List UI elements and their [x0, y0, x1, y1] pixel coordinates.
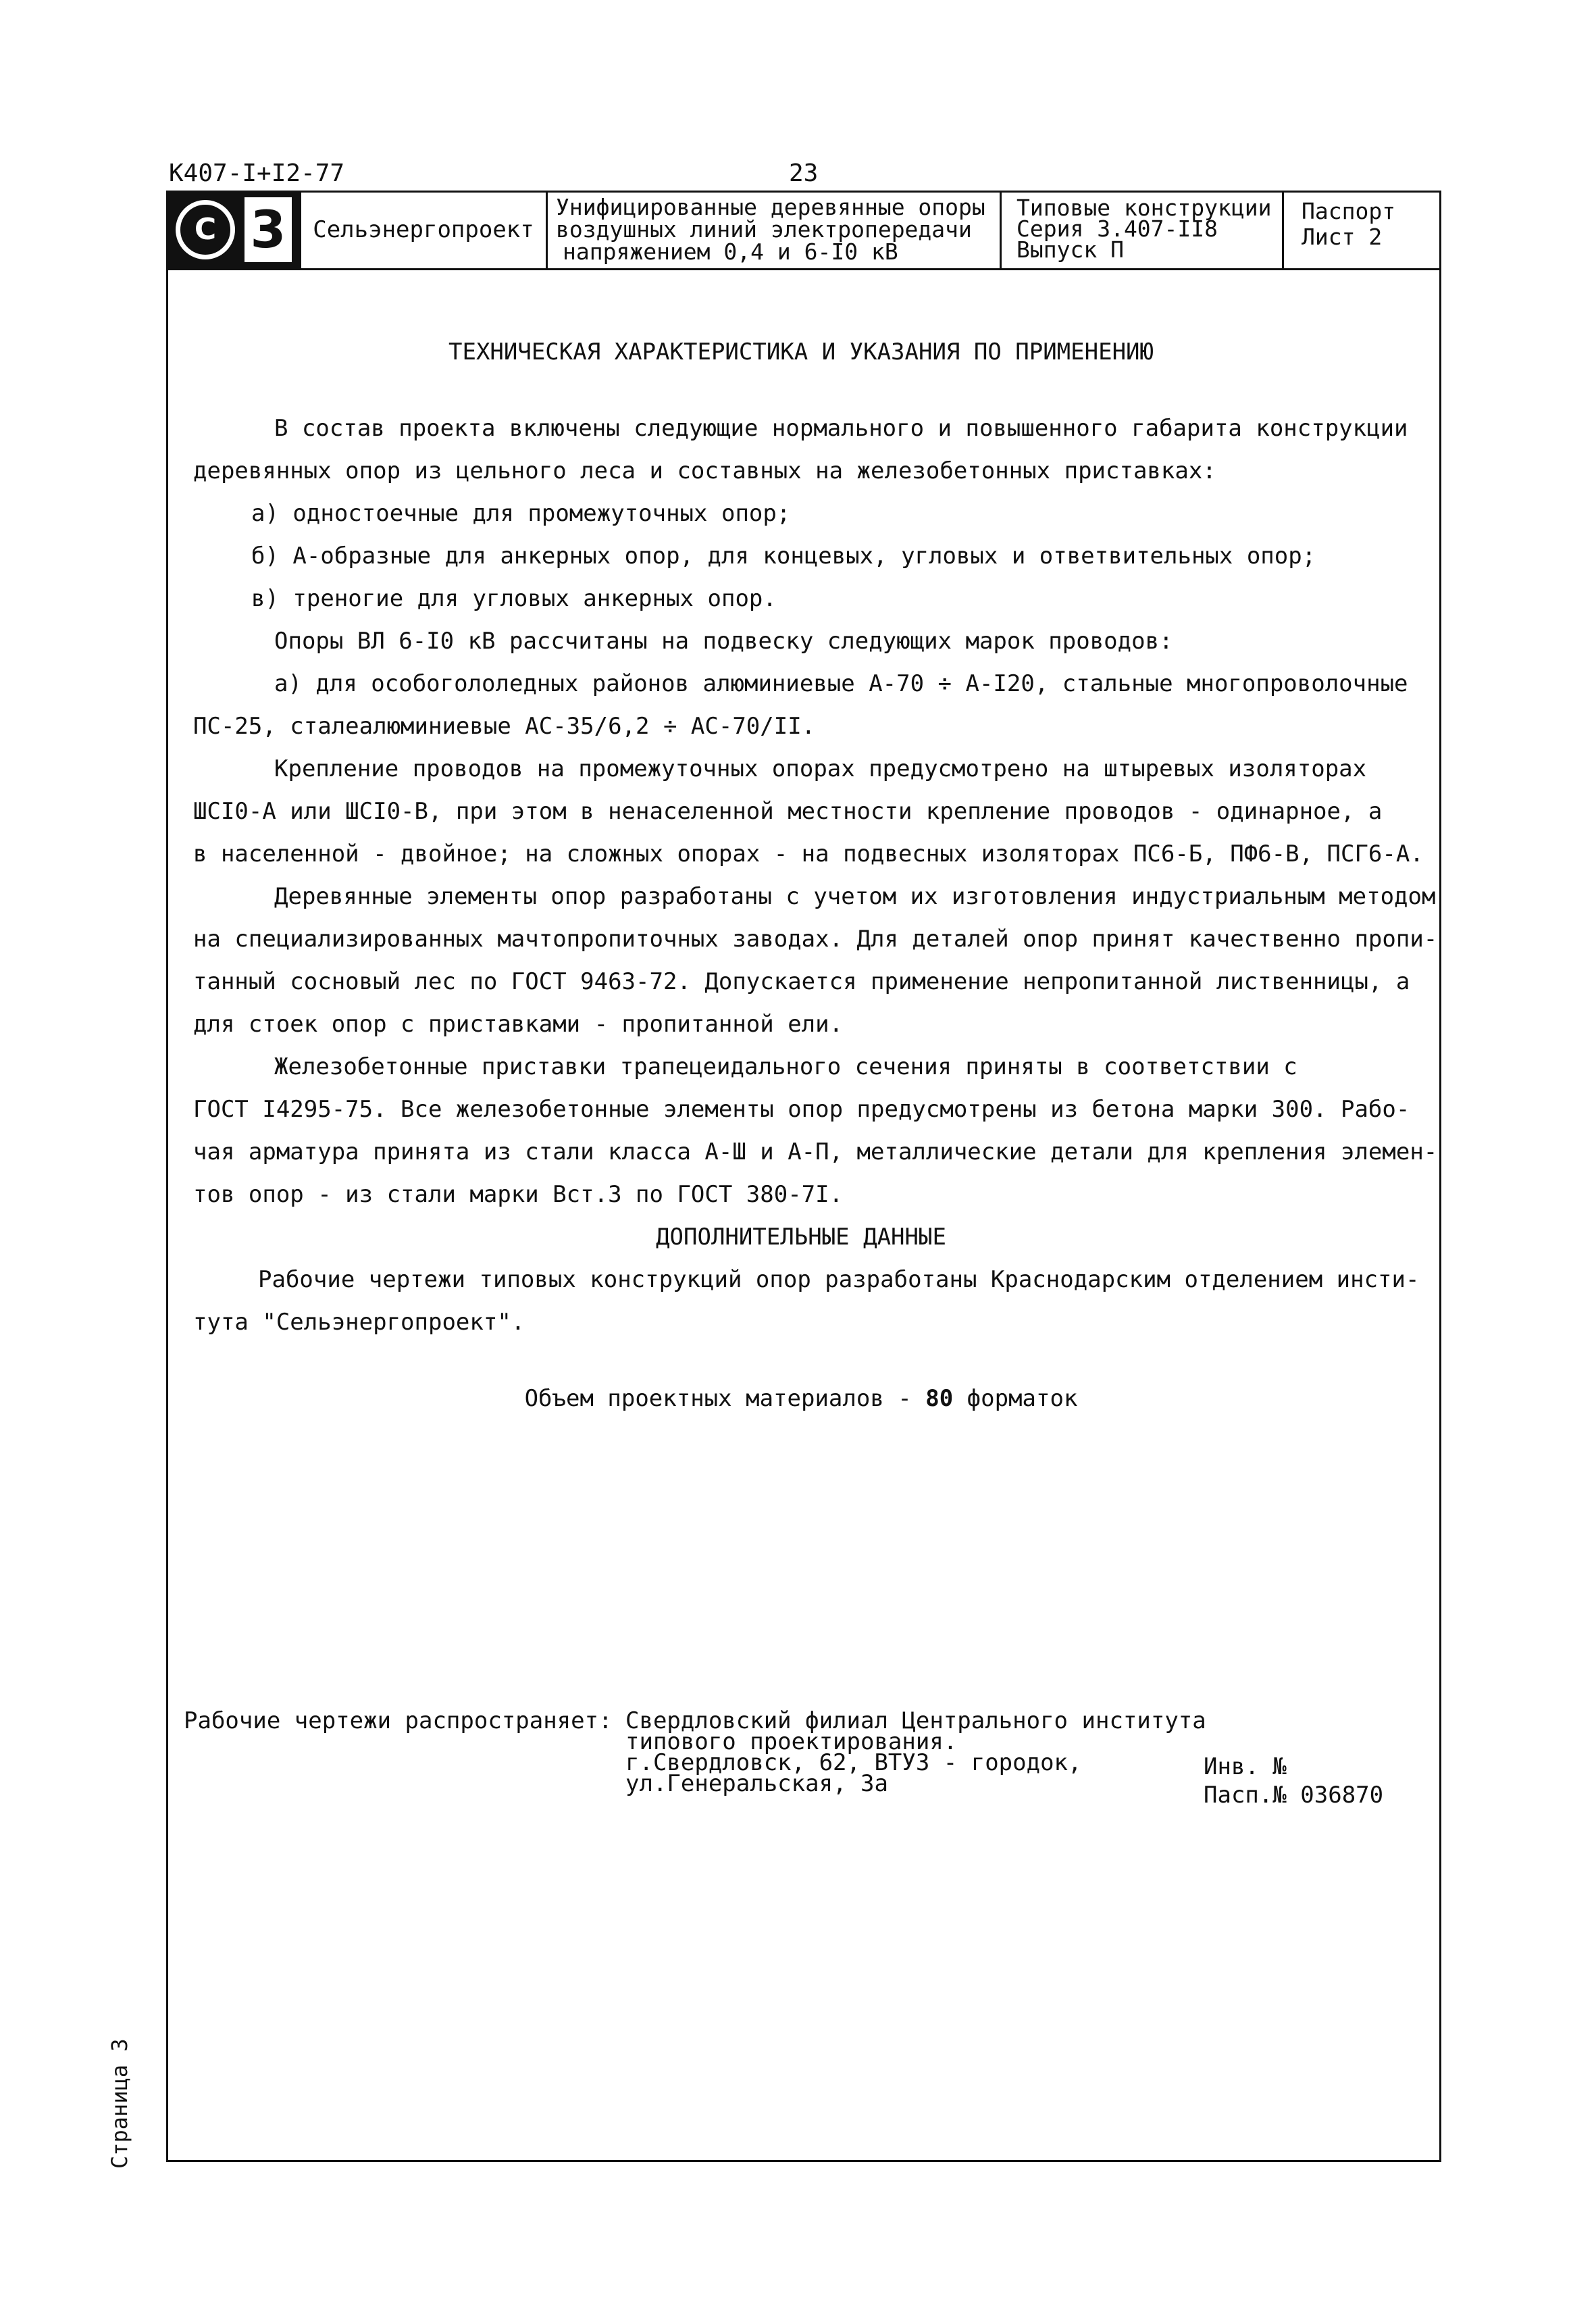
logo-circle — [176, 200, 235, 259]
text-line: Деревянные элементы опор разработаны с учетом их изготовления индустриальным методом — [274, 883, 1436, 910]
section-heading: ТЕХНИЧЕСКАЯ ХАРАКТЕРИСТИКА И УКАЗАНИЯ ПО ПРИМЕНЕНИЮ — [448, 338, 1154, 366]
series-line: Типовые конструкции — [1016, 195, 1272, 221]
logo-letter: С — [194, 212, 217, 247]
series-line: Выпуск П — [1016, 236, 1124, 263]
volume-line — [193, 1378, 1409, 1420]
series-info — [1002, 191, 1284, 268]
organization-logo — [166, 191, 301, 268]
document-body — [193, 331, 1438, 1420]
text-line: Опоры ВЛ 6-I0 кВ рассчитаны на подвеску следующих марок проводов: — [274, 628, 1173, 655]
volume-unit: форматок — [967, 1385, 1078, 1412]
document-code: К407-I+I2-77 — [169, 159, 345, 187]
text-line: б) А-образные для анкерных опор, для концевых, угловых и ответвительных опор; — [251, 543, 1316, 570]
passport-line: Паспорт — [1302, 198, 1396, 224]
passport-line: Лист 2 — [1302, 224, 1383, 250]
section-subheading: ДОПОЛНИТЕЛЬНЫЕ ДАННЫЕ — [656, 1224, 946, 1251]
text-line: Крепление проводов на промежуточных опорах предусмотрено на штыревых изоляторах — [274, 755, 1367, 782]
inventory-number: Инв. № — [1204, 1753, 1287, 1780]
page-number: 23 — [789, 159, 819, 187]
title-block — [166, 191, 1441, 270]
address-line: типового проектирования. — [625, 1728, 958, 1755]
distributor-label: Рабочие чертежи распространяет: — [184, 1707, 613, 1734]
text-line: а) для особогололедных районов алюминиевые А-70 ÷ А-I20, стальные многопроволочные — [274, 670, 1408, 697]
text-line: Рабочие чертежи типовых конструкций опор разработаны Краснодарским отделением инсти- — [258, 1266, 1420, 1293]
volume-value: 80 — [925, 1385, 954, 1412]
side-page-label: Страница 3 — [107, 2038, 132, 2169]
distributor-address — [625, 1707, 1206, 1797]
text-line: тов опор - из стали марки Вст.3 по ГОСТ 380-7I. — [193, 1181, 844, 1208]
title-line: Унифицированные деревянные опоры — [556, 194, 985, 220]
series-line: Серия 3.407-II8 — [1016, 216, 1218, 242]
text-line: деревянных опор из цельного леса и составных на железобетонных приставках: — [193, 457, 1216, 484]
text-line: ШСI0-А или ШСI0-В, при этом в ненаселенной местности крепление проводов - одинарное, а — [193, 798, 1383, 825]
passport-number: Пасп.№ 036870 — [1204, 1782, 1384, 1809]
text-line: для стоек опор с приставками - пропитанной ели. — [193, 1011, 844, 1038]
text-line: ПС-25, сталеалюминиевые АС-35/6,2 ÷ АС-70/II. — [193, 713, 816, 740]
text-line: Железобетонные приставки трапецеидального сечения приняты в соответствии с — [274, 1053, 1297, 1080]
inventory-block — [1204, 1753, 1383, 1809]
address-line: ул.Генеральская, 3а — [625, 1770, 888, 1797]
project-title — [548, 191, 1002, 268]
address-line: Свердловский филиал Центрального института — [625, 1707, 1206, 1734]
text-line: В состав проекта включены следующие нормального и повышенного габарита конструкции — [274, 415, 1408, 442]
volume-label: Объем проектных материалов - — [524, 1385, 912, 1412]
text-line: а) одностоечные для промежуточных опор; — [251, 500, 791, 527]
title-line: воздушных линий электропередачи — [556, 216, 972, 243]
text-line: чая арматура принята из стали класса А-Ш и А-П, металлические детали для крепления элемен- — [193, 1138, 1438, 1165]
text-line: ГОСТ I4295-75. Все железобетонные элементы опор предусмотрены из бетона марки 300. Рабо- — [193, 1096, 1410, 1123]
text-line: тута "Сельэнергопроект". — [193, 1309, 525, 1336]
organization-name: Сельэнергопроект — [301, 191, 548, 268]
text-line: танный сосновый лес по ГОСТ 9463-72. Допускается применение непропитанной лиственницы, а — [193, 968, 1410, 995]
logo-number: 3 — [244, 197, 292, 262]
passport-sheet — [1284, 191, 1441, 268]
text-line: в населенной - двойное; на сложных опорах - на подвесных изоляторах ПС6-Б, ПФ6-В, ПСГ6-А. — [193, 840, 1424, 867]
text-line: в) треногие для угловых анкерных опор. — [251, 585, 777, 612]
address-line: г.Свердловск, 62, ВТУЗ - городок, — [625, 1749, 1082, 1776]
title-line: напряжением 0,4 и 6-I0 кВ — [563, 238, 898, 265]
text-line: на специализированных мачтопропиточных заводах. Для деталей опор принят качественно пропи- — [193, 926, 1438, 953]
